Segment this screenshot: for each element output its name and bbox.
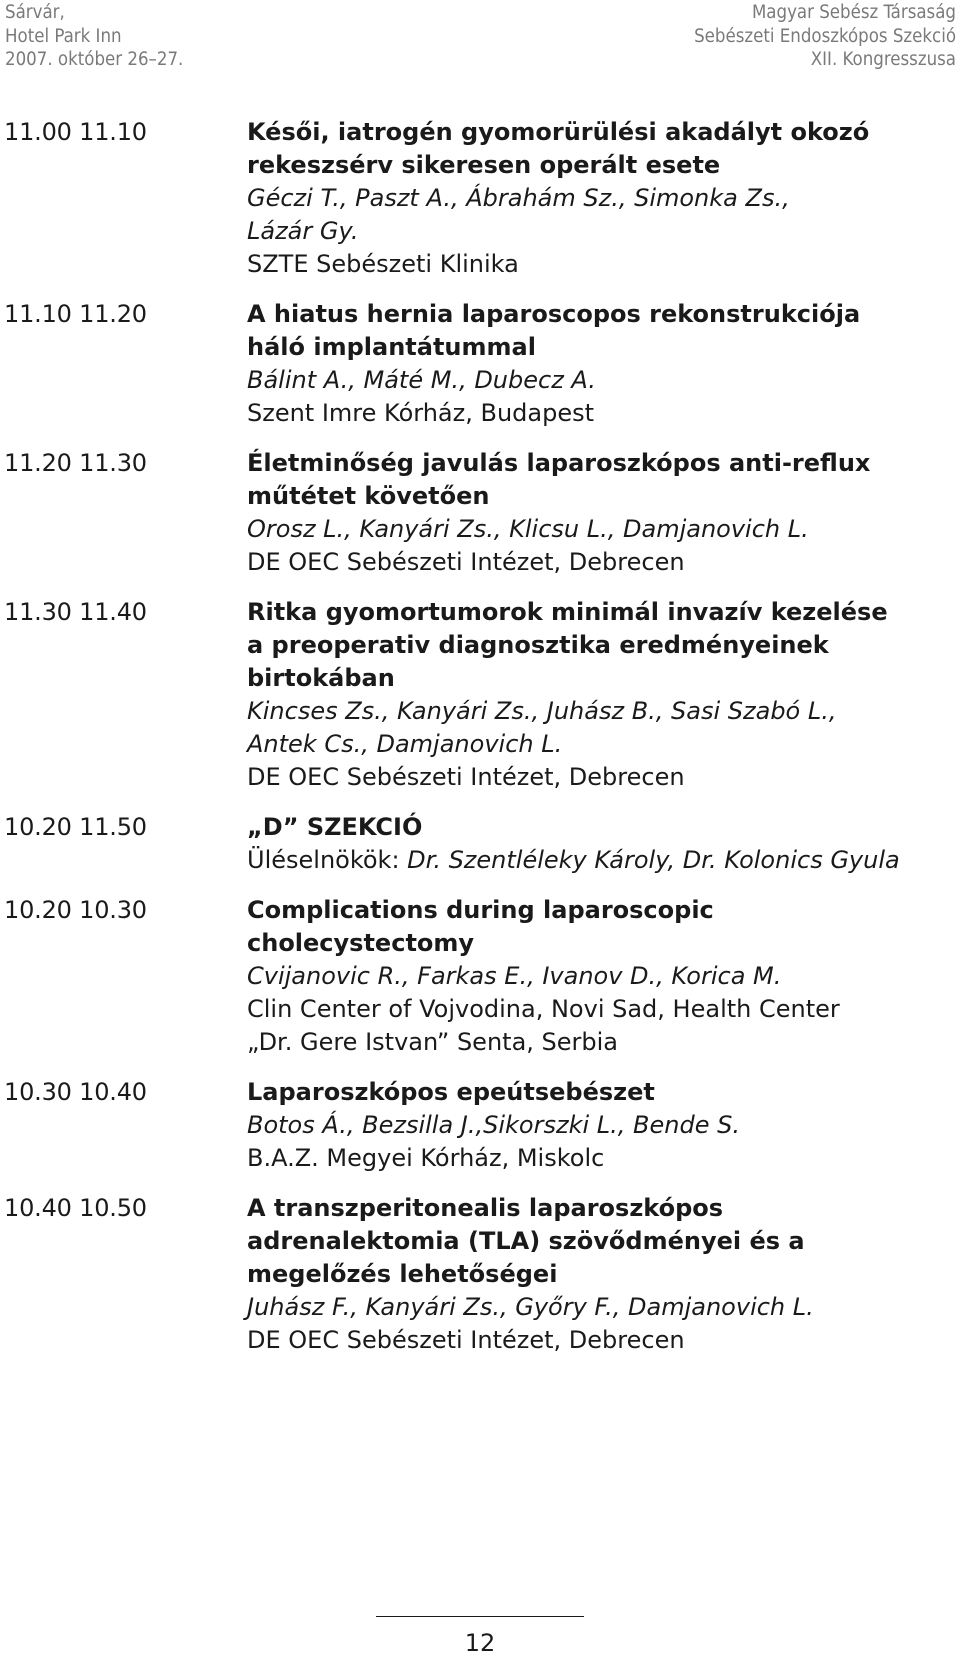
entry-affiliation: DE OEC Sebészeti Intézet, Debrecen xyxy=(247,548,685,576)
header-date: 2007. október 26–27. xyxy=(5,49,184,70)
entry-title-line: adrenalektomia (TLA) szövődményei és a xyxy=(247,1227,805,1255)
entry-content xyxy=(247,596,957,794)
program-entry xyxy=(0,1076,960,1175)
chairs-label: Üléselnökök: xyxy=(247,846,408,874)
entry-affiliation: DE OEC Sebészeti Intézet, Debrecen xyxy=(247,1326,685,1354)
entry-title-line: Ritka gyomortumorok minimál invazív kezelése xyxy=(247,598,888,626)
header-hotel: Hotel Park Inn xyxy=(5,25,122,47)
footer-rule xyxy=(376,1616,584,1617)
page-number: 12 xyxy=(464,1629,496,1657)
entry-title-line: Complications during laparoscopic xyxy=(247,896,714,924)
entry-affiliation: B.A.Z. Megyei Kórház, Miskolc xyxy=(247,1144,605,1172)
entry-content xyxy=(247,298,957,430)
entry-affiliation: „Dr. Gere Istvan” Senta, Serbia xyxy=(247,1028,619,1056)
entry-content xyxy=(247,1076,957,1175)
entry-title-line: cholecystectomy xyxy=(247,929,475,957)
entry-title-line: rekeszsérv sikeresen operált esete xyxy=(247,151,721,179)
entry-content xyxy=(247,116,957,281)
entry-affiliation: SZTE Sebészeti Klinika xyxy=(247,250,519,278)
page-header xyxy=(0,0,960,76)
entry-content xyxy=(247,1192,957,1357)
program-entry xyxy=(0,447,960,579)
program-entry xyxy=(0,116,960,281)
program-list xyxy=(0,116,960,1374)
entry-authors-line: Juhász F., Kanyári Zs., Győry F., Damjanovich L. xyxy=(247,1293,814,1321)
entry-content xyxy=(247,894,957,1059)
entry-title-line: A transzperitonealis laparoszkópos xyxy=(247,1194,724,1222)
program-entry xyxy=(0,298,960,430)
entry-authors-line: Géczi T., Paszt A., Ábrahám Sz., Simonka Zs., xyxy=(247,184,790,212)
header-city: Sárvár, xyxy=(5,2,65,23)
entry-title-line: Laparoszkópos epeútsebészet xyxy=(247,1078,655,1106)
entry-affiliation: Clin Center of Vojvodina, Novi Sad, Health Center xyxy=(247,995,840,1023)
entry-title-line: Késői, iatrogén gyomorürülési akadályt okozó xyxy=(247,118,870,146)
entry-affiliation: DE OEC Sebészeti Intézet, Debrecen xyxy=(247,763,685,791)
program-entry xyxy=(0,596,960,794)
entry-time: 10.40 10.50 xyxy=(4,1194,147,1222)
entry-title-line: Életminőség javulás laparoszkópos anti-reflux xyxy=(247,449,871,477)
section-time: 10.20 11.50 xyxy=(4,813,147,841)
entry-title-line: megelőzés lehetőségei xyxy=(247,1260,558,1288)
section-content xyxy=(247,811,957,877)
entry-authors-line: Cvijanovic R., Farkas E., Ivanov D., Korica M. xyxy=(247,962,782,990)
entry-title-line: A hiatus hernia laparoscopos rekonstrukciója xyxy=(247,300,861,328)
entry-authors-line: Orosz L., Kanyári Zs., Klicsu L., Damjanovich L. xyxy=(247,515,809,543)
program-entry xyxy=(0,894,960,1059)
entry-affiliation: Szent Imre Kórház, Budapest xyxy=(247,399,595,427)
entry-time: 11.30 11.40 xyxy=(4,598,147,626)
entry-title-line: a preoperativ diagnosztika eredményeinek xyxy=(247,631,829,659)
entry-content xyxy=(247,447,957,579)
header-organizer xyxy=(694,1,956,72)
header-venue xyxy=(5,1,183,72)
header-society: Magyar Sebész Társaság xyxy=(751,2,956,23)
entry-title-line: műtétet követően xyxy=(247,482,490,510)
entry-time: 10.20 10.30 xyxy=(4,896,147,924)
header-section: Sebészeti Endoszkópos Szekció xyxy=(694,25,956,47)
entry-time: 11.00 11.10 xyxy=(4,118,147,146)
entry-authors-line: Kincses Zs., Kanyári Zs., Juhász B., Sasi Szabó L., xyxy=(247,697,837,725)
entry-title-line: háló implantátummal xyxy=(247,333,536,361)
entry-authors-line: Antek Cs., Damjanovich L. xyxy=(247,730,563,758)
header-congress: XII. Kongresszusa xyxy=(810,49,956,70)
entry-time: 11.10 11.20 xyxy=(4,300,147,328)
chairs-names: Dr. Szentléleky Károly, Dr. Kolonics Gyula xyxy=(407,846,900,874)
entry-time: 11.20 11.30 xyxy=(4,449,147,477)
program-entry xyxy=(0,1192,960,1357)
entry-authors-line: Botos Á., Bezsilla J.,Sikorszki L., Bende S. xyxy=(247,1111,740,1139)
section-chairs xyxy=(247,844,957,877)
section-title: „D” SZEKCIÓ xyxy=(247,813,423,841)
entry-authors-line: Bálint A., Máté M., Dubecz A. xyxy=(247,366,596,394)
entry-time: 10.30 10.40 xyxy=(4,1078,147,1106)
section-entry xyxy=(0,811,960,877)
entry-title-line: birtokában xyxy=(247,664,395,692)
entry-authors-line: Lázár Gy. xyxy=(247,217,359,245)
